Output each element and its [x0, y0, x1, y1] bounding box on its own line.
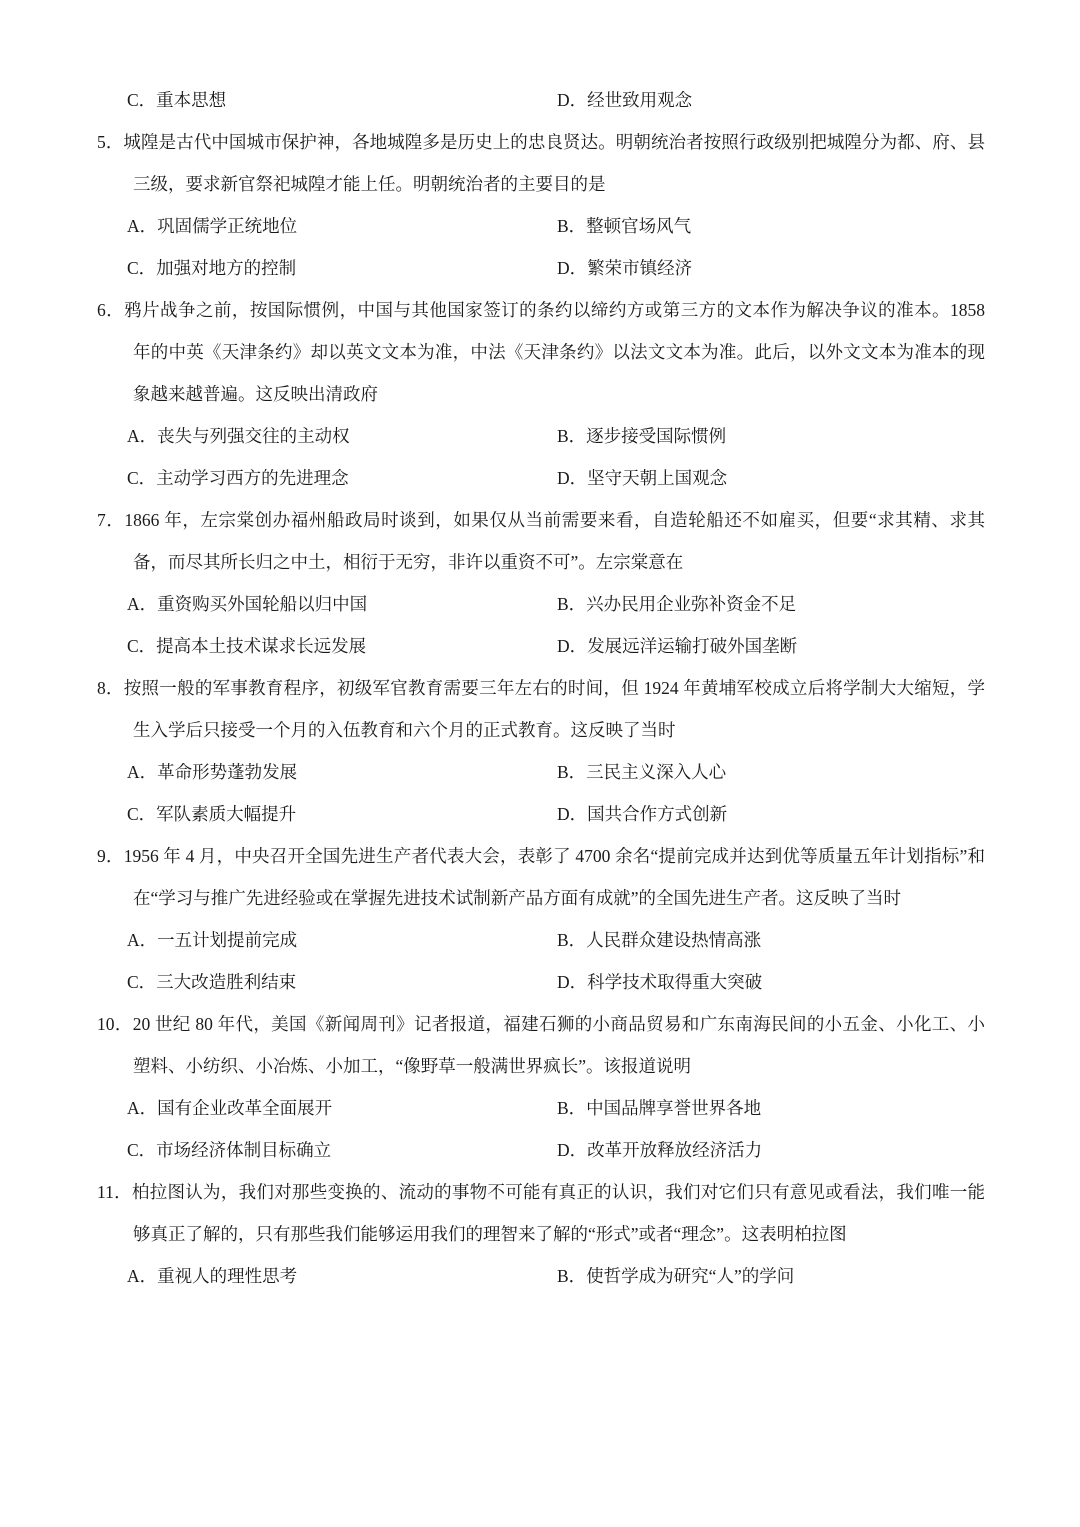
option-A: A．重视人的理性思考: [127, 1266, 298, 1286]
option-row: [97, 1087, 985, 1129]
question-number: 11．: [97, 1182, 132, 1202]
option-B: B．三民主义深入人心: [557, 762, 727, 782]
option-row: [97, 583, 985, 625]
question-stem: 9．1956 年 4 月，中央召开全国先进生产者代表大会，表彰了 4700 余名“提前完成并达到优等质量五年计划指标”和在“学习与推广先进经验或在掌握先进技术试制新产品方面有成就”的全国先进生产者。这反映了当时: [97, 846, 985, 908]
question-stem: 8．按照一般的军事教育程序，初级军官教育需要三年左右的时间，但 1924 年黄埔军校成立后将学制大大缩短，学生入学后只接受一个月的入伍教育和六个月的正式教育。这反映了当时: [97, 678, 985, 740]
question: [97, 121, 985, 289]
option-D: D．经世致用观念: [557, 90, 693, 110]
option-A: A．国有企业改革全面展开: [127, 1098, 333, 1118]
option-row: [97, 961, 985, 1003]
question-number: 7．: [97, 510, 125, 530]
option-B: B．中国品牌享誉世界各地: [557, 1098, 762, 1118]
question-stem: 6．鸦片战争之前，按国际惯例，中国与其他国家签订的条约以缔约方或第三方的文本作为解决争议的准本。1858 年的中英《天津条约》却以英文文本为准，中法《天津条约》以法文文本为准。此后，以外文文本为准本的现象越来越普遍。这反映出清政府: [97, 300, 985, 404]
option-row: [97, 1129, 985, 1171]
option-D: D．繁荣市镇经济: [557, 258, 693, 278]
question-stem: 11．柏拉图认为，我们对那些变换的、流动的事物不可能有真正的认识，我们对它们只有意见或看法，我们唯一能够真正了解的，只有那些我们能够运用我们的理智来了解的“形式”或者“理念”。这表明柏拉图: [97, 1182, 986, 1244]
option-B: B．使哲学成为研究“人”的学问: [557, 1266, 795, 1286]
question: [97, 79, 985, 121]
option-row: [97, 247, 985, 289]
option-D: D．科学技术取得重大突破: [557, 972, 763, 992]
option-row: [97, 457, 985, 499]
option-B: B．逐步接受国际惯例: [557, 426, 727, 446]
question-stem: 5．城隍是古代中国城市保护神，各地城隍多是历史上的忠良贤达。明朝统治者按照行政级别把城隍分为都、府、县三级，要求新官祭祀城隍才能上任。明朝统治者的主要目的是: [97, 132, 985, 194]
question: [97, 289, 985, 499]
option-C: C．军队素质大幅提升: [127, 804, 297, 824]
option-row: [97, 625, 985, 667]
option-row: [97, 205, 985, 247]
option-A: A．一五计划提前完成: [127, 930, 298, 950]
option-D: D．坚守天朝上国观念: [557, 468, 728, 488]
option-row: [97, 415, 985, 457]
option-B: B．人民群众建设热情高涨: [557, 930, 762, 950]
option-row: [97, 751, 985, 793]
option-row: [97, 1255, 985, 1297]
question-stem: 10．20 世纪 80 年代，美国《新闻周刊》记者报道，福建石狮的小商品贸易和广东南海民间的小五金、小化工、小塑料、小纺织、小冶炼、小加工，“像野草一般满世界疯长”。该报道说明: [97, 1014, 986, 1076]
question: [97, 499, 985, 667]
option-row: [97, 793, 985, 835]
question-number: 5．: [97, 132, 124, 152]
option-D: D．国共合作方式创新: [557, 804, 728, 824]
option-C: C．三大改造胜利结束: [127, 972, 297, 992]
option-row: [97, 79, 985, 121]
option-A: A．巩固儒学正统地位: [127, 216, 298, 236]
question-number: 10．: [97, 1014, 133, 1034]
question-number: 9．: [97, 846, 124, 866]
option-C: C．主动学习西方的先进理念: [127, 468, 349, 488]
option-A: A．革命形势蓬勃发展: [127, 762, 298, 782]
question: [97, 667, 985, 835]
option-B: B．整顿官场风气: [557, 216, 692, 236]
question: [97, 1003, 985, 1171]
question-stem: 7．1866 年，左宗棠创办福州船政局时谈到，如果仅从当前需要来看，自造轮船还不如雇买，但要“求其精、求其备，而尽其所长归之中土，相衍于无穷，非许以重资不可”。左宗棠意在: [97, 510, 986, 572]
option-B: B．兴办民用企业弥补资金不足: [557, 594, 797, 614]
option-C: C．提高本土技术谋求长远发展: [127, 636, 367, 656]
question: [97, 1171, 985, 1297]
question: [97, 835, 985, 1003]
option-D: D．发展远洋运输打破外国垄断: [557, 636, 798, 656]
question-number: 8．: [97, 678, 124, 698]
option-C: C．市场经济体制目标确立: [127, 1140, 332, 1160]
option-A: A．重资购买外国轮船以归中国: [127, 594, 368, 614]
option-A: A．丧失与列强交往的主动权: [127, 426, 350, 446]
option-D: D．改革开放释放经济活力: [557, 1140, 763, 1160]
option-row: [97, 919, 985, 961]
option-C: C．加强对地方的控制: [127, 258, 297, 278]
question-number: 6．: [97, 300, 125, 320]
option-C: C．重本思想: [127, 90, 227, 110]
question-list: [97, 79, 985, 1297]
